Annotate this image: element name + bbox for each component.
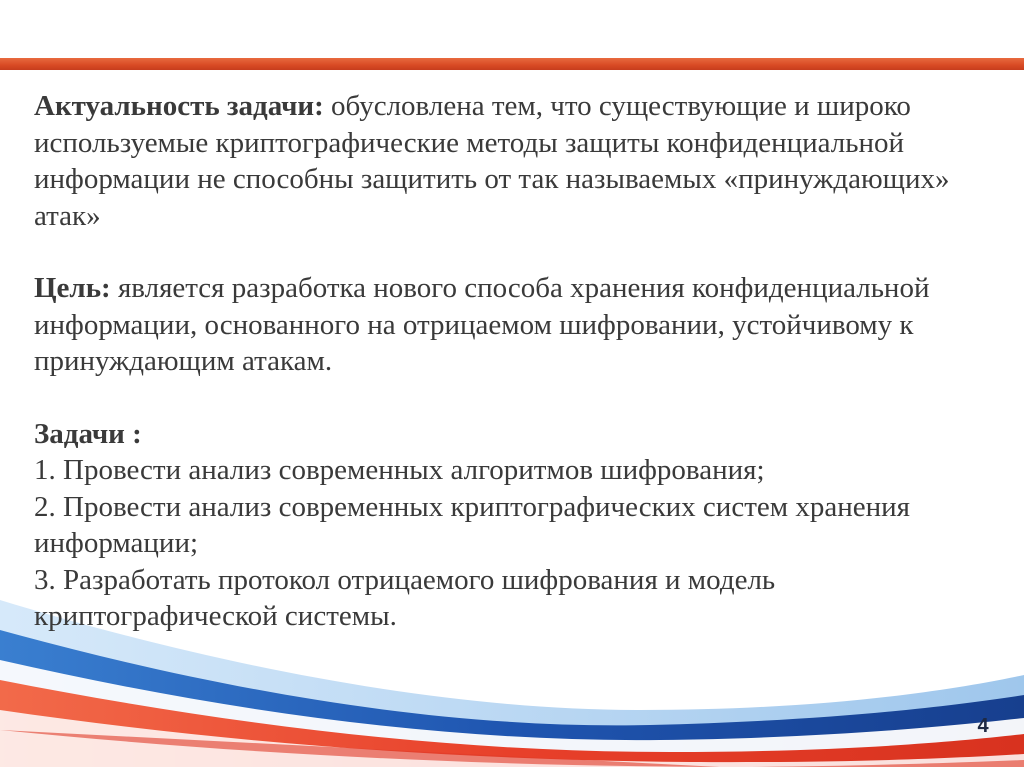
task-item: 1. Провести анализ современных алгоритмов шифрования; (34, 454, 765, 486)
goal-paragraph (34, 270, 994, 380)
relevance-label: Актуальность задачи: (34, 90, 324, 122)
relevance-paragraph (34, 88, 994, 234)
page-number: 4 (977, 715, 989, 737)
task-item: 3. Разработать протокол отрицаемого шифрования и модель криптографической системы. (34, 563, 776, 632)
tasks-paragraph (34, 416, 994, 635)
goal-text: является разработка нового способа хранения конфиденциальной информации, основанного на отрицаемом шифровании, устойчивому к принуждающим атакам. (34, 272, 930, 377)
slide-content (34, 88, 994, 635)
top-accent-bar (0, 58, 1024, 70)
task-item: 2. Провести анализ современных криптографических систем хранения информации; (34, 490, 910, 559)
relevance-text: обусловлена тем, что существующие и широко используемые криптографические методы защиты конфиденциальной информации не способны защитить от так называемых «принуждающих» атак» (34, 90, 950, 232)
goal-label: Цель: (34, 272, 111, 304)
tasks-label: Задачи : (34, 417, 142, 450)
